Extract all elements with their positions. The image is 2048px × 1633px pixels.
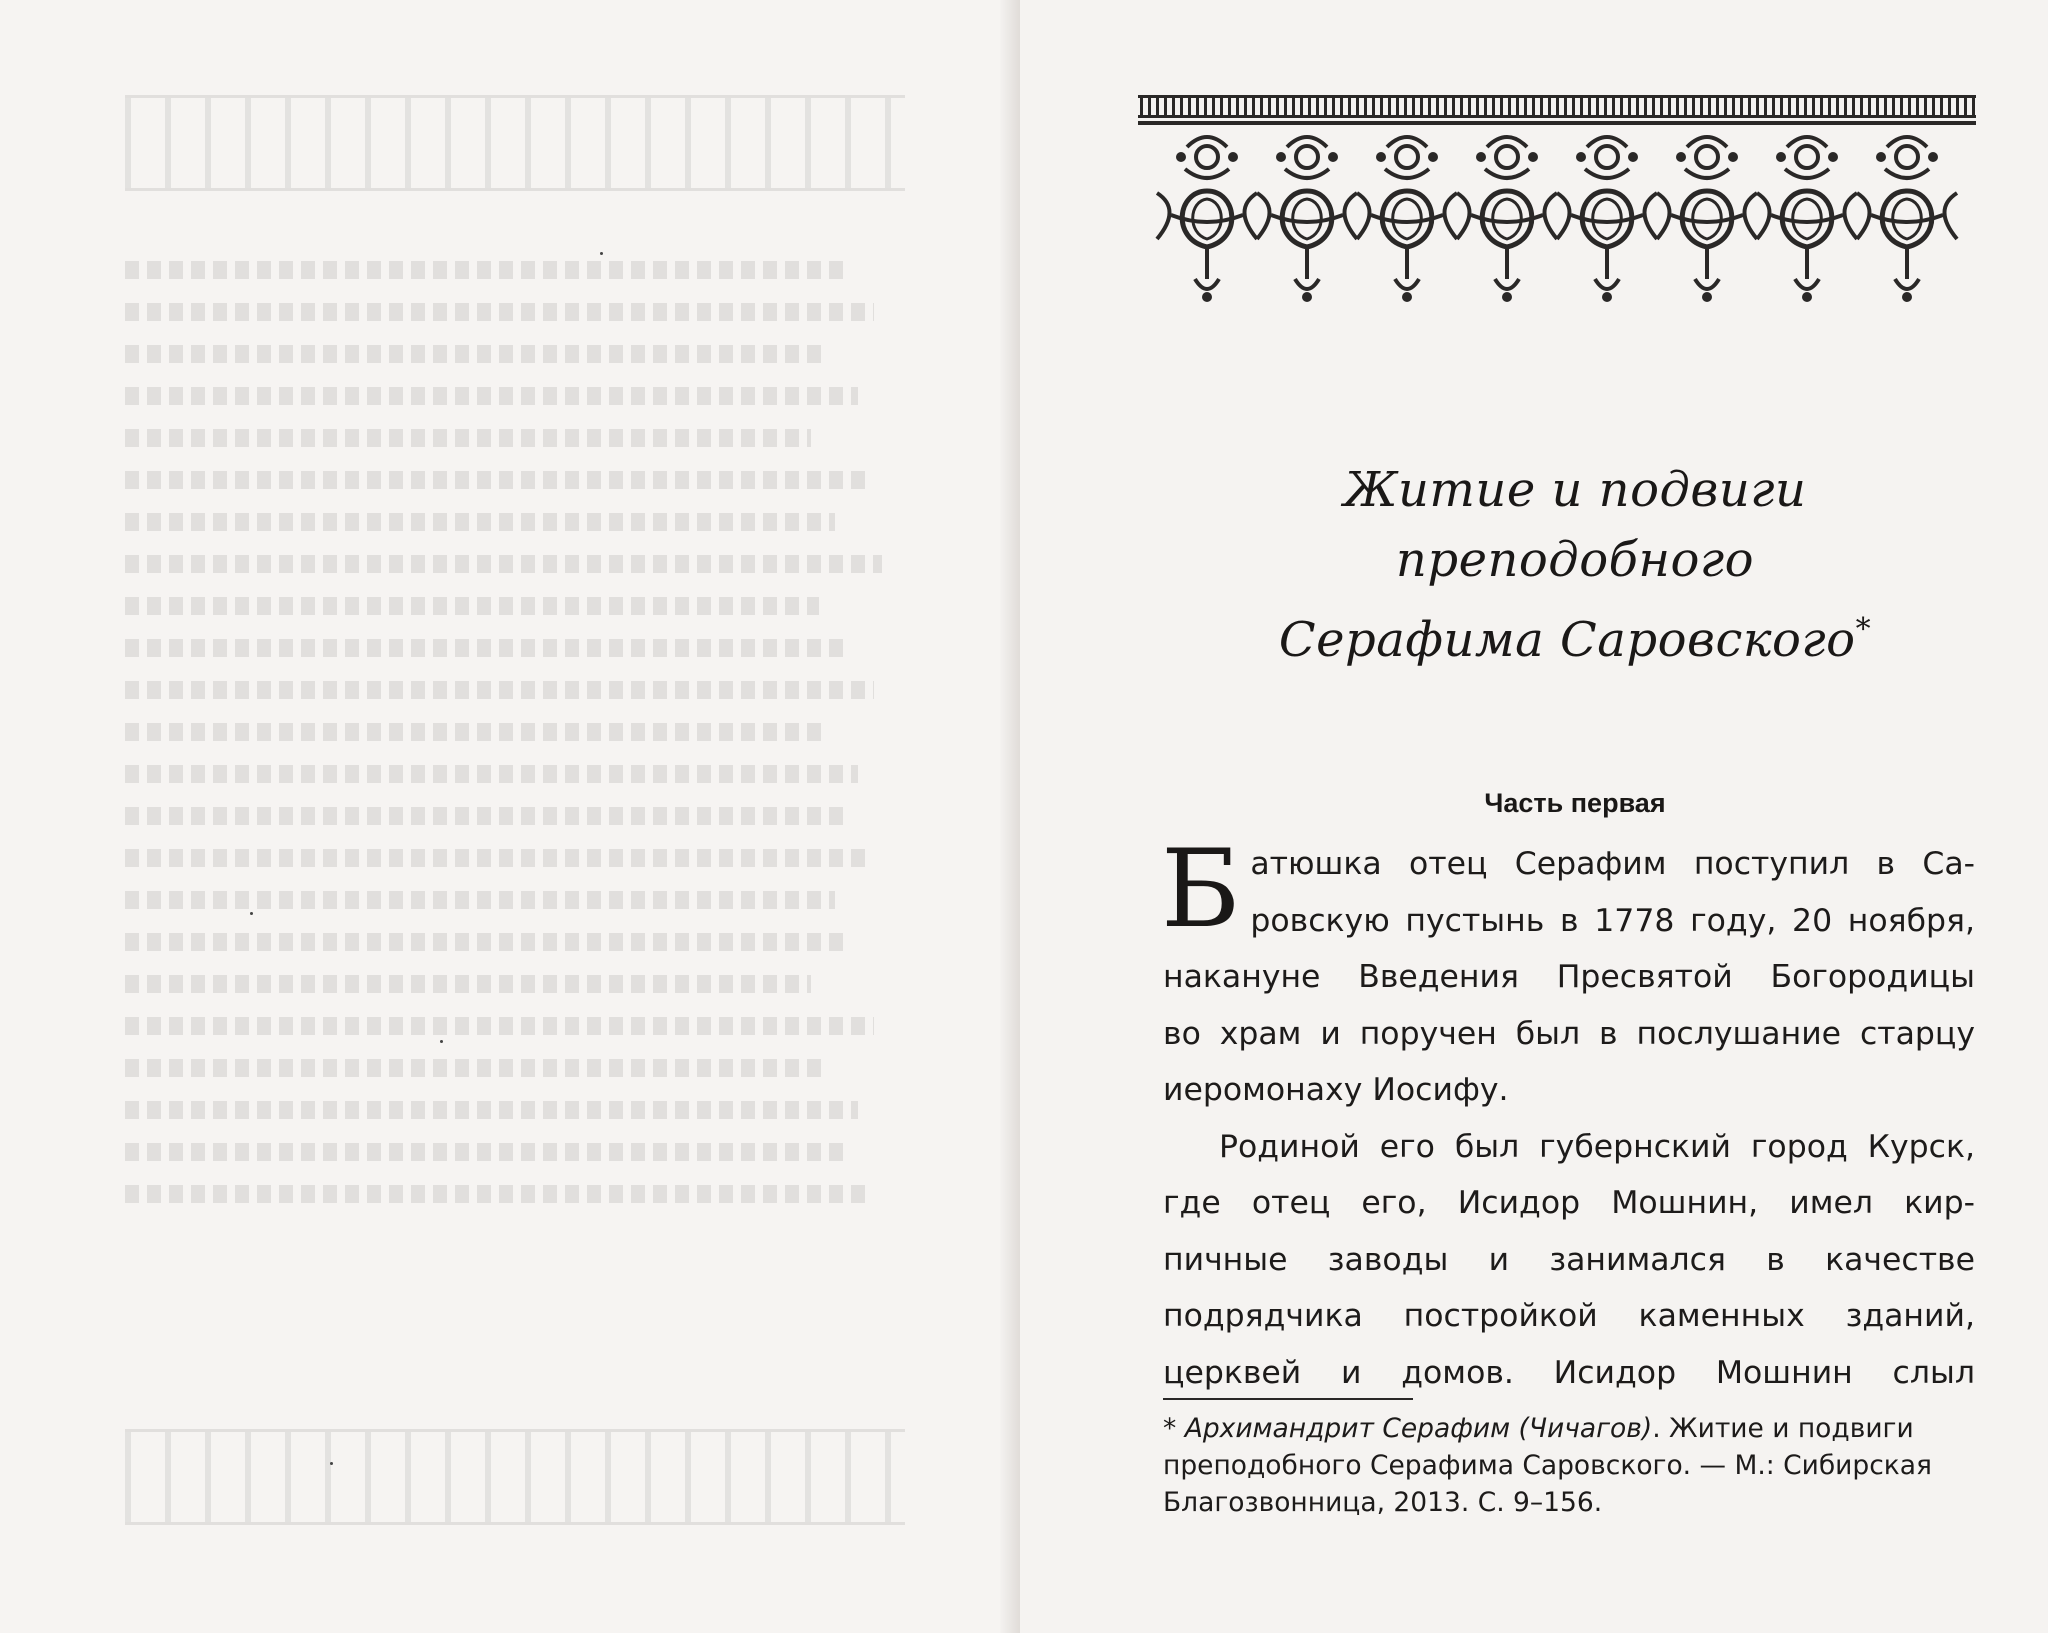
text-line: Родиной его был губернский город Курск, [1219, 1128, 1975, 1165]
text-line: атюшка отец Серафим поступил в Са- [1250, 846, 1975, 882]
text-line: церквей и домов. Исидор Мошнин слыл [1163, 1354, 1975, 1391]
footnote [1163, 1410, 1975, 1521]
footnote-author: Архимандрит Серафим (Чичагов) [1184, 1413, 1653, 1444]
title-line-3: Серафима Саровского [1278, 612, 1856, 668]
text-line: иеромонаху Иосифу. [1163, 1072, 1509, 1108]
title-footnote-mark: * [1855, 612, 1872, 647]
footnote-mark: * [1163, 1413, 1177, 1444]
ornament-header-icon [1138, 95, 1976, 327]
title-line-1: Житие и подвиги [1343, 462, 1807, 518]
drop-cap: Б [1161, 827, 1241, 952]
footnote-text-3: Благозвонница, 2013. С. 9–156. [1163, 1487, 1603, 1518]
chapter-title [1180, 455, 1970, 675]
text-line: пичные заводы и занимался в качестве [1163, 1241, 1975, 1278]
title-line-2: преподобного [1395, 532, 1755, 588]
body-text [1161, 827, 1975, 1401]
text-line: где отец его, Исидор Мошнин, имел кир- [1163, 1185, 1975, 1221]
left-page [0, 0, 1020, 1633]
text-line: ровскую пустынь в 1778 году, 20 ноября, [1250, 902, 1975, 939]
bleed-through-text [125, 95, 905, 1525]
paragraph-2 [1163, 1119, 1975, 1402]
part-heading: Часть первая [1484, 788, 1666, 818]
footnote-text-2: преподобного Серафима Саровского. — М.: Сибирская [1163, 1450, 1932, 1481]
text-line: подрядчика постройкой каменных зданий, [1163, 1298, 1975, 1334]
text-line: накануне Введения Пресвятой Богородицы [1163, 959, 1975, 995]
footnote-text-1: . Житие и подвиги [1652, 1413, 1914, 1444]
text-line: во храм и поручен был в послушание старцу [1163, 1015, 1975, 1052]
footnote-rule [1163, 1398, 1413, 1400]
paragraph-1 [1161, 827, 1975, 1119]
